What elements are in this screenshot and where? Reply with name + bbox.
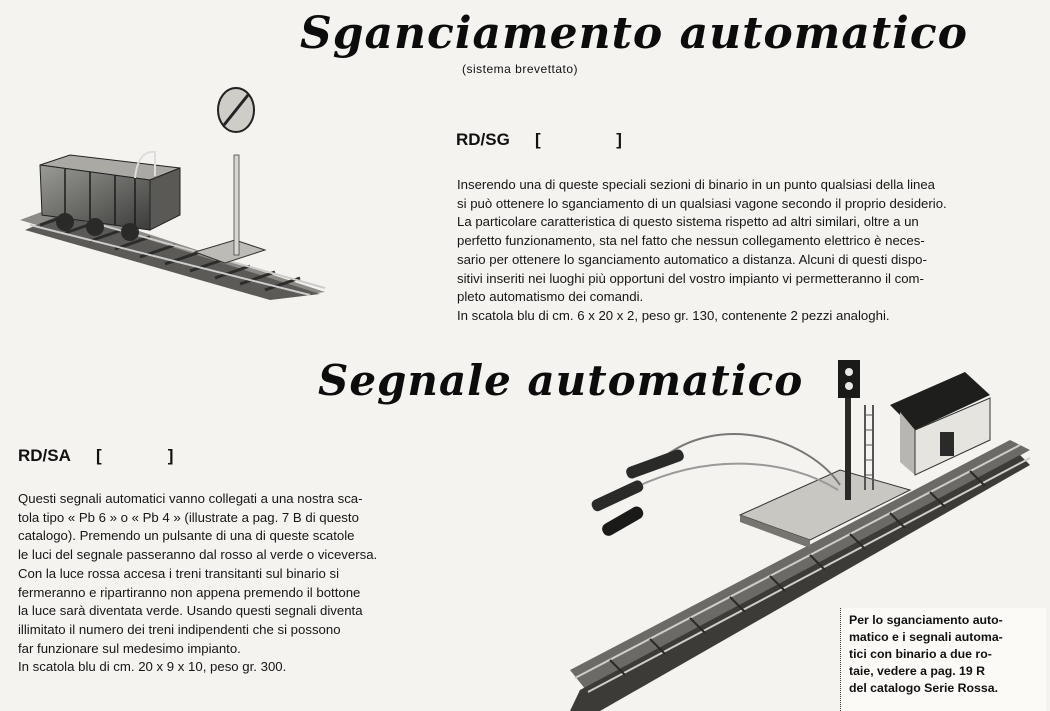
info-note (840, 608, 1046, 711)
section2-product-code: RD/SA (18, 446, 71, 465)
note-line: matico e i segnali automa- (849, 630, 1003, 644)
note-line: tici con binario a due ro- (849, 647, 992, 661)
section2-line: far funzionare sul medesimo impianto. (18, 640, 241, 656)
note-line: Per lo sganciamento auto- (849, 613, 1003, 627)
section1-line: perfetto funzionamento, sta nel fatto che nessun collegamento elettrico è neces- (457, 233, 925, 249)
section1-line: La particolare caratteristica di questo sistema rispetto ad altri similari, oltre a un (457, 214, 919, 230)
section2-code-bracket: [ ] (96, 446, 174, 465)
section2-line: Questi segnali automatici vanno collegati a una nostra sca- (18, 491, 363, 506)
note-line: del catalogo Serie Rossa. (849, 681, 998, 695)
section2-line: In scatola blu di cm. 20 x 9 x 10, peso gr. 300. (18, 659, 287, 675)
section1-subtitle: (sistema brevettato) (462, 62, 579, 76)
section2-line: la luce sarà diventata verde. Usando questi segnali diventa (18, 603, 363, 619)
section2-line: fermeranno e ripartiranno non appena premendo il bottone (18, 584, 361, 600)
wagon-uncoupler-photo (20, 80, 330, 300)
section2-line: le luci del segnale passeranno dal rosso al verde o viceversa. (18, 547, 378, 563)
section2-line: tola tipo « Pb 6 » o « Pb 4 » (illustrate a pag. 7 B di questo (18, 509, 359, 525)
section1-description (457, 176, 947, 326)
section1-line: Inserendo una di queste speciali sezioni di binario in un punto qualsiasi della linea (457, 177, 936, 192)
section2-title: Segnale automatico (318, 356, 804, 405)
section2-line: catalogo). Premendo un pulsante di una di queste scatole (18, 528, 355, 544)
section1-line: si può ottenere lo sganciamento di un qualsiasi vagone secondo il proprio desiderio. (457, 195, 947, 211)
section1-line: pleto automatismo dei comandi. (457, 289, 644, 305)
section1-line: sario per ottenere lo sganciamento automatico a distanza. Alcuni di questi dispo- (457, 251, 927, 267)
section1-product-code: RD/SG (456, 130, 510, 149)
section1-line: In scatola blu di cm. 6 x 20 x 2, peso gr. 130, contenente 2 pezzi analoghi. (457, 307, 890, 323)
note-line: taie, vedere a pag. 19 R (849, 664, 986, 678)
section1-title: Sganciamento automatico (300, 8, 969, 59)
section1-code-bracket: [ ] (535, 130, 622, 149)
section2-line: Con la luce rossa accesa i treni transitanti sul binario si (18, 565, 340, 581)
section1-line: sitivi inseriti nei luoghi più opportuni del vostro impianto vi permetteranno il com- (457, 270, 924, 286)
section2-description (18, 490, 377, 677)
section2-line: illimitato il numero dei treni indipendenti che si possono (18, 621, 341, 637)
